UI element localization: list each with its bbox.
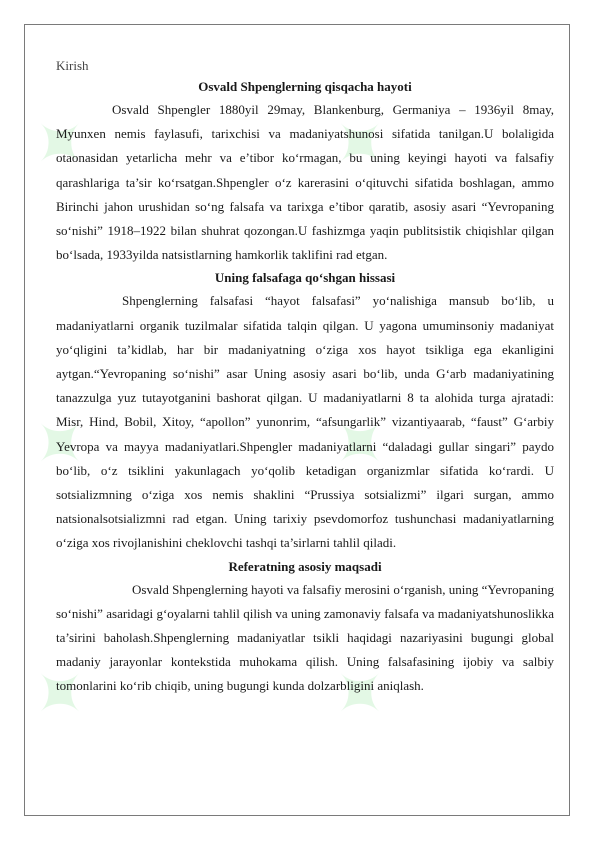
heading-contribution: Uning falsafaga qo‘shgan hissasi bbox=[214, 270, 396, 286]
watermark-logo: ✦ bbox=[309, 89, 415, 195]
section-label: Kirish bbox=[56, 58, 89, 73]
paragraph-contribution: Shpenglerning falsafasi “hayot falsafasi” yo‘nalishiga mansub bo‘lib, u madaniyatlarni organik tuzilmalar sifatida talqin qilgan. U yagona umuminsoniy madaniyat yo‘qligini ta’kidlab, har bir madaniyatning o‘ziga xos hayot tsikliga ega ekanligini aytgan.“Yevropaning so‘nishi” asar Uning asosiy asari bo‘lib, unda G‘arb madaniyatining tanazzulga yuz tutayotganini bashorat qilgan. U madaniyatlarni 8 ta alohida turga ajratadi: Misr, Hind, Bobil, Xitoy, “apollon” yunonrim, “afsungarlik” vizantiyaarab, “faust” G‘arbiy Yevropa va mayya madaniyatlari.Shpengler madaniyatlarni “daladagi gullar singari” paydo bo‘lib, o‘z tsiklini yakunlagach yo‘qolib ketadigan organizmlar sifatida ko‘rardi. U sotsializmning o‘ziga xos nemis shaklini “Prussiya sotsializmi” ilgari surgan, ammo natsionalsotsializmni rad etgan. Uning tarixiy psevdomorfoz tushunchasi madaniyatlarning o‘ziga xos rivojlanishini cheklovchi tashqi ta’sirlarni tahlil qiladi. bbox=[56, 293, 554, 551]
heading-biography: Osvald Shpenglerning qisqacha hayoti bbox=[198, 79, 412, 94]
watermark-logo: ✦ bbox=[9, 389, 115, 495]
paragraph-purpose: Osvald Shpenglerning hayoti va falsafiy merosini o‘rganish, uning “Yevropaning so‘nishi” asaridagi g‘oyalarni tahlil qilish va uning zamonaviy falsafa va madaniyatshunoslikka ta’sirini baholash.Shpenglerning madaniyatlar tsikli haqidagi nazariyasini bugungi global madaniy jarayonlar kontekstida muhokama qilish. Uning falsafasining ijobiy va salbiy tomonlarini ko‘rib chiqib, uning bugungi kunda dolzarbligini aniqlash. bbox=[56, 581, 554, 694]
watermark-logo: ✦ bbox=[309, 639, 415, 745]
paragraph-biography: Osvald Shpengler 1880yil 29may, Blankenburg, Germaniya – 1936yil 8may, Myunxen nemis faylasufi, tarixchisi va madaniyatshunosi sifatida tanilgan.U bolaligida otaonasidan yetarlicha mehr va e’tibor ko‘rmagan, bu uning keyingi hayoti va falsafiy qarashlariga ta’sir ko‘rsatgan.Shpengler o‘z karerasini o‘qituvchi sifatida boshlagan, ammo Birinchi jahon urushidan so‘ng falsafa va tarixga e’tibor qaratib, asosiy asari “Yevropaning so‘nishi” 1918–1922 bilan shuhrat qozongan.U fashizmga yaqin publitsistik chiqishlar qilgan bo‘lsada, 1933yilda natsistlarning hamkorlik taklifini rad etgan. bbox=[56, 102, 554, 263]
watermark-logo: ✦ bbox=[9, 89, 115, 195]
heading-purpose: Referatning asosiy maqsadi bbox=[228, 558, 382, 574]
document-body bbox=[56, 56, 554, 699]
watermark-logo: ✦ bbox=[9, 639, 115, 745]
watermark-logo: ✦ bbox=[309, 389, 415, 495]
